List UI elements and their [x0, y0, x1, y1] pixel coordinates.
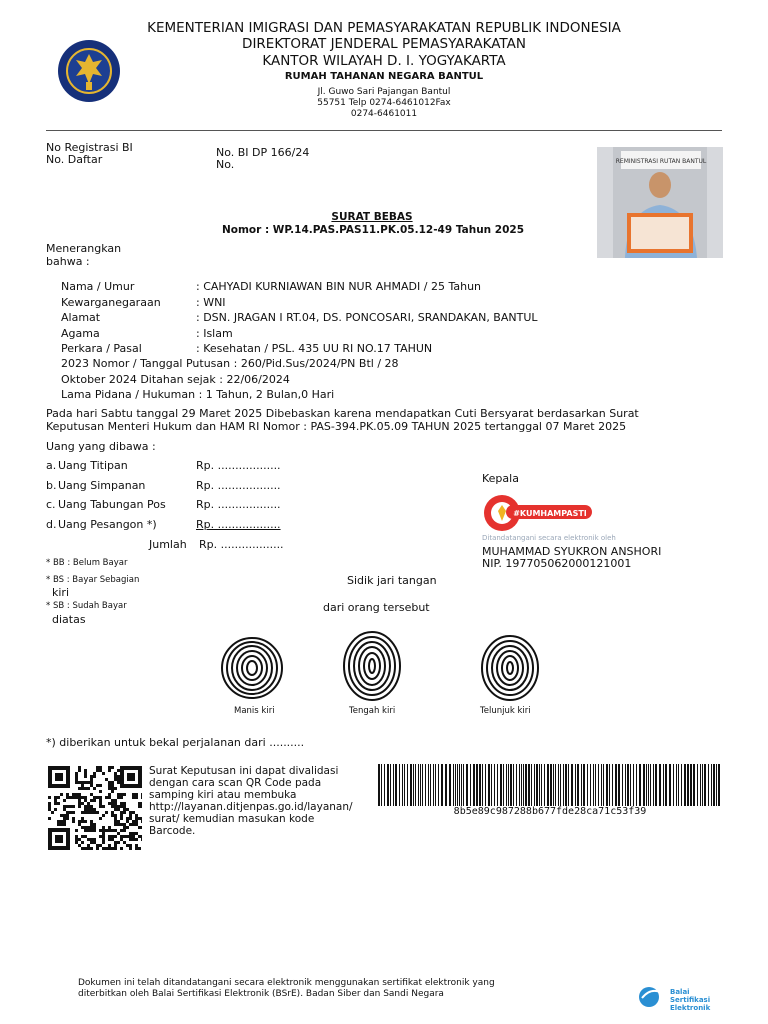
- money-prefix-d: d.: [46, 518, 57, 531]
- verify-text-2: dengan cara scan QR Code pada: [149, 777, 322, 789]
- qr-code[interactable]: [48, 766, 142, 850]
- fingerprint-label-tengah: Tengah kiri: [349, 706, 396, 716]
- money-value-titipan: Rp. ..................: [196, 459, 281, 472]
- inmate-photo: [597, 147, 723, 258]
- money-prefix-b: b.: [46, 479, 57, 492]
- no-registrasi-value: No. BI DP 166/24: [216, 146, 310, 159]
- fingerprint-telunjuk-kiri: [474, 632, 540, 706]
- field-value-alamat: : DSN. JRAGAN I RT.04, DS. PONCOSARI, SRANDAKAN, BANTUL: [196, 311, 538, 324]
- field-label-agama: Agama: [61, 327, 100, 340]
- money-total-label: Jumlah: [149, 538, 187, 551]
- footer-line2: diterbitkan oleh Balai Sertifikasi Elektronik (BSrE). Badan Siber dan Sandi Negara: [78, 989, 444, 999]
- legend-sb: * SB : Sudah Bayar: [46, 601, 127, 611]
- money-prefix-c: c.: [46, 498, 56, 511]
- field-putusan: 2023 Nomor / Tanggal Putusan : 260/Pid.Sus/2024/PN Btl / 28: [61, 357, 399, 370]
- verify-text-5: surat/ kemudian masukan kode: [149, 813, 315, 825]
- money-value-pesangon: Rp. ..................: [196, 518, 281, 531]
- no-daftar-value: No.: [216, 158, 235, 171]
- verify-text-3: samping kiri atau membuka: [149, 789, 297, 801]
- bsre-logo-text-2: Sertifikasi: [670, 996, 711, 1004]
- verify-text-6: Barcode.: [149, 825, 196, 837]
- bsre-logo-text-3: Elektronik: [670, 1004, 711, 1012]
- field-ditahan: Oktober 2024 Ditahan sejak : 22/06/2024: [61, 373, 290, 386]
- money-heading: Uang yang dibawa :: [46, 440, 156, 453]
- header-institution: RUMAH TAHANAN NEGARA BANTUL: [284, 71, 484, 82]
- money-label-titipan: Uang Titipan: [58, 459, 128, 472]
- field-value-perkara: : Kesehatan / PSL. 435 UU RI NO.17 TAHUN: [196, 342, 433, 355]
- fingerprint-tengah-kiri: [341, 630, 403, 706]
- fingerprint-label-manis: Manis kiri: [234, 706, 275, 716]
- fingerprint-heading-cont: kiri: [52, 586, 70, 599]
- release-paragraph-line2: Keputusan Menteri Hukum dan HAM RI Nomor : PAS-394.PK.05.09 TAHUN 2025 tertanggal 07 Maret 2025: [46, 420, 627, 433]
- header-phone: 55751 Telp 0274-6461012Fax: [317, 98, 451, 108]
- fingerprint-subheading: dari orang tersebut: [323, 601, 430, 614]
- money-value-tabungan: Rp. ..................: [196, 498, 281, 511]
- field-label-nama: Nama / Umur: [61, 280, 135, 293]
- stamp-hashtag: #KUMHAMPASTI: [513, 509, 587, 518]
- signature-caption: Ditandatangani secara elektronik oleh: [482, 534, 616, 542]
- money-label-tabungan: Uang Tabungan Pos: [58, 498, 166, 511]
- bsre-logo: [638, 986, 664, 1008]
- barcode-code: 8b5e89c987288b677fde28ca71c53f39: [453, 806, 647, 817]
- money-prefix-a: a.: [46, 459, 57, 472]
- money-total-value: Rp. ..................: [199, 538, 284, 551]
- footer-line1: Dokumen ini telah ditandatangani secara elektronik menggunakan sertifikat elektronik yang: [78, 978, 495, 988]
- signer-nip: NIP. 197705062000121001: [482, 557, 632, 570]
- photo-board-sign: REMINISTRASI RUTAN BANTUL: [615, 158, 707, 165]
- field-value-nama: : CAHYADI KURNIAWAN BIN NUR AHMADI / 25 Tahun: [196, 280, 482, 293]
- signer-name: MUHAMMAD SYUKRON ANSHORI: [482, 545, 662, 558]
- field-label-kewarganegaraan: Kewarganegaraan: [61, 296, 161, 309]
- verify-url[interactable]: http://layanan.ditjenpas.go.id/layanan/: [149, 801, 353, 813]
- field-label-alamat: Alamat: [61, 311, 101, 324]
- field-lama-pidana: Lama Pidana / Hukuman : 1 Tahun, 2 Bulan,0 Hari: [61, 388, 335, 401]
- fingerprint-manis-kiri: [216, 630, 288, 706]
- header-regional-office: KANTOR WILAYAH D. I. YOGYAKARTA: [262, 53, 506, 69]
- release-paragraph-line1: Pada hari Sabtu tanggal 29 Maret 2025 Dibebaskan karena mendapatkan Cuti Bersyarat berdasarkan Surat: [46, 407, 639, 420]
- no-registrasi-label: No Registrasi BI: [46, 141, 133, 154]
- document-title: SURAT BEBAS: [331, 211, 413, 223]
- intro-line2: bahwa :: [46, 255, 90, 268]
- no-daftar-label: No. Daftar: [46, 153, 103, 166]
- legend-bb: * BB : Belum Bayar: [46, 558, 128, 568]
- legend-bs: * BS : Bayar Sebagian: [46, 575, 140, 585]
- fingerprint-subheading-cont: diatas: [52, 613, 86, 626]
- bsre-logo-text-1: Balai: [670, 988, 690, 996]
- verify-text-1: Surat Keputusan ini dapat divalidasi: [149, 765, 339, 777]
- field-value-kewarganegaraan: : WNI: [196, 296, 226, 309]
- fingerprint-heading: Sidik jari tangan: [347, 574, 437, 587]
- field-value-agama: : Islam: [196, 327, 233, 340]
- travel-note: *) diberikan untuk bekal perjalanan dari ..........: [46, 736, 305, 749]
- barcode: [378, 764, 722, 808]
- document-number: Nomor : WP.14.PAS.PAS11.PK.05.12-49 Tahun 2025: [221, 224, 525, 236]
- signature-role: Kepala: [482, 472, 519, 485]
- money-label-pesangon: Uang Pesangon *): [58, 518, 157, 531]
- header-divider: [46, 130, 722, 131]
- header-fax: 0274-6461011: [350, 109, 418, 119]
- intro-line1: Menerangkan: [46, 242, 122, 255]
- money-value-simpanan: Rp. ..................: [196, 479, 281, 492]
- header-address: Jl. Guwo Sari Pajangan Bantul: [317, 87, 451, 97]
- money-label-simpanan: Uang Simpanan: [58, 479, 146, 492]
- fingerprint-label-telunjuk: Telunjuk kiri: [480, 706, 531, 716]
- header-directorate: DIREKTORAT JENDERAL PEMASYARAKATAN: [242, 36, 526, 52]
- header-ministry: KEMENTERIAN IMIGRASI DAN PEMASYARAKATAN REPUBLIK INDONESIA: [147, 20, 621, 36]
- field-label-perkara: Perkara / Pasal: [61, 342, 142, 355]
- kumham-stamp-logo: [482, 491, 594, 535]
